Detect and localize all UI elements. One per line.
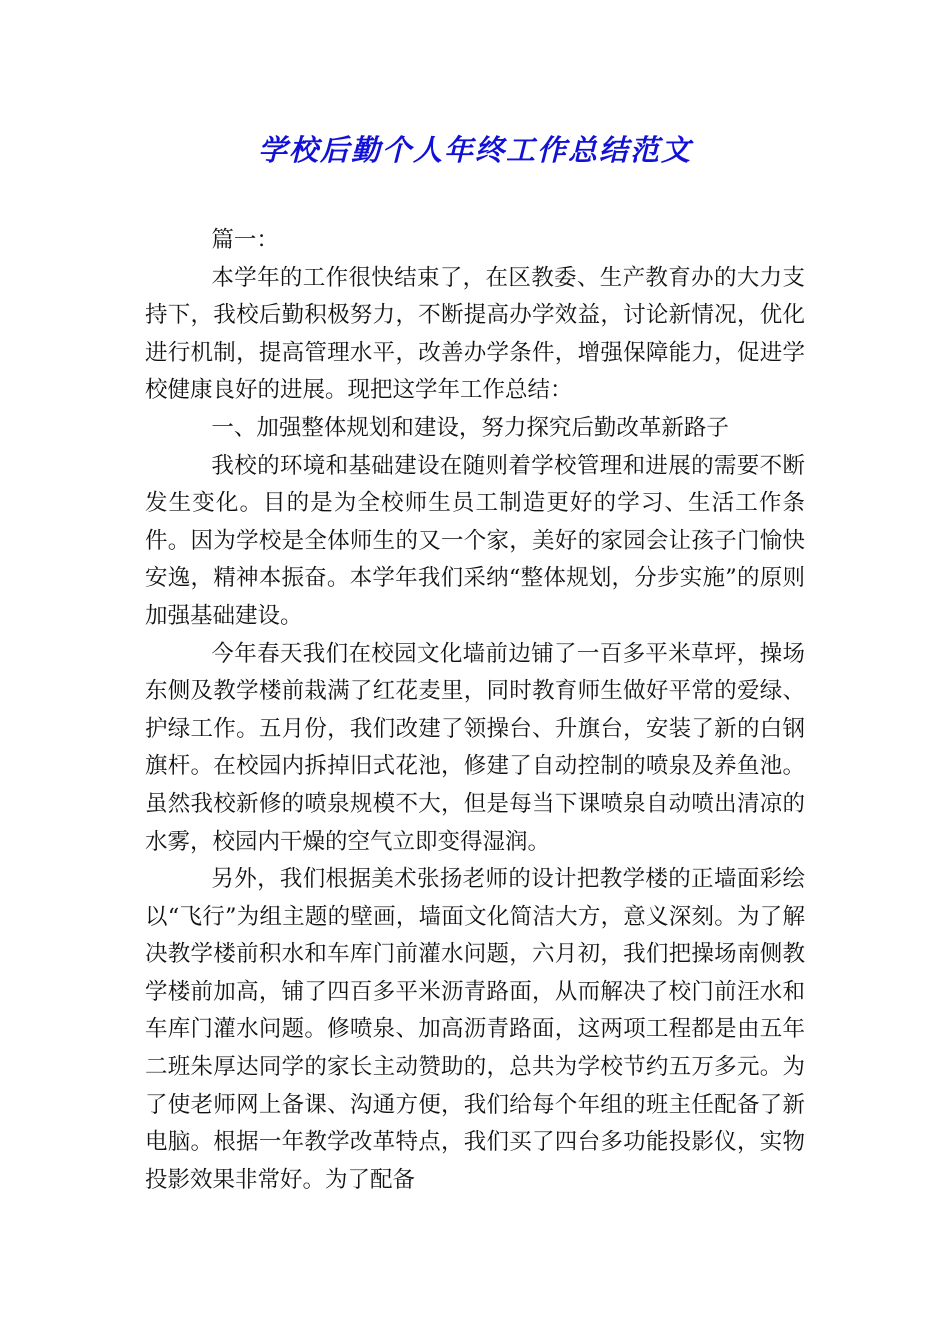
body-paragraph: 另外，我们根据美术张扬老师的设计把教学楼的正墙面彩绘以“飞行”为组主题的壁画，墙面文化简洁大方，意义深刻。为了解决教学楼前积水和车库门前灌水问题，六月初，我们把操场南侧教学楼前加高，铺了四百多平米沥青路面，从而解决了校门前汪水和车库门灌水问题。修喷泉、加高沥青路面，这两项工程都是由五年二班朱厚达同学的家长主动赞助的，总共为学校节约五万多元。为了使老师网上备课、沟通方便，我们给每个年组的班主任配备了新电脑。根据一年教学改革特点，我们买了四台多功能投影仪，实物投影效果非常好。为了配备 — [145, 866, 805, 1193]
document-title: 学校后勤个人年终工作总结范文 — [257, 133, 692, 167]
section-label: 篇一： — [211, 227, 279, 253]
section-heading: 一、加强整体规划和建设，努力探究后勤改革新路子 — [211, 414, 729, 441]
body-paragraph: 今年春天我们在校园文化墙前边铺了一百多平米草坪，操场东侧及教学楼前栽满了红花麦里，同时教育师生做好平常的爱绿、护绿工作。五月份，我们改建了领操台、升旗台，安装了新的白钢旗杆。在校园内拆掉旧式花池，修建了自动控制的喷泉及养鱼池。虽然我校新修的喷泉规模不大，但是每当下课喷泉自动喷出清凉的水雾，校园内干燥的空气立即变得湿润。 — [145, 640, 805, 855]
body-paragraph: 我校的环境和基础建设在随则着学校管理和进展的需要不断发生变化。目的是为全校师生员工制造更好的学习、生活工作条件。因为学校是全体师生的又一个家，美好的家园会让孩子门愉快安逸，精神本振奋。本学年我们采纳“整体规划，分步实施”的原则加强基础建设。 — [145, 452, 805, 629]
body-paragraph: 本学年的工作很快结束了，在区教委、生产教育办的大力支持下，我校后勤积极努力，不断提高办学效益，讨论新情况，优化进行机制，提高管理水平，改善办学条件，增强保障能力，促进学校健康良好的进展。现把这学年工作总结： — [145, 264, 805, 404]
document-body — [145, 222, 805, 1199]
